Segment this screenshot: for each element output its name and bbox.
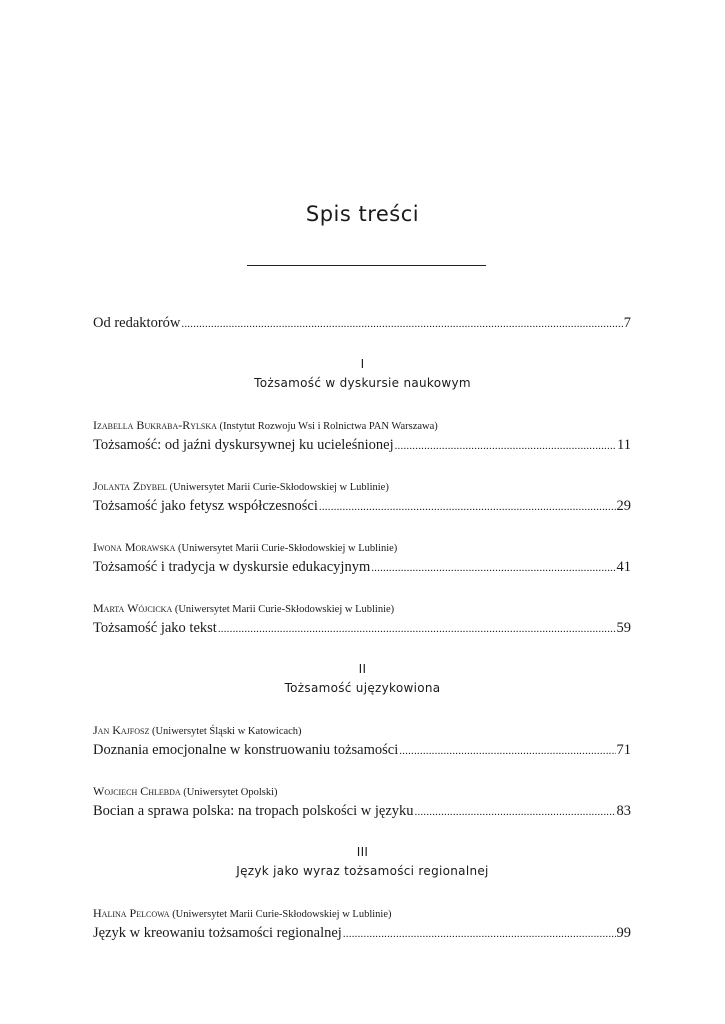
toc-entry-page: 11 [617, 437, 631, 453]
toc-entry[interactable] [93, 558, 631, 577]
toc-entry[interactable] [93, 924, 631, 943]
author-name: Izabella Bukraba-Rylska [93, 418, 217, 432]
section-title: Język jako wyraz tożsamości regionalnej [236, 864, 489, 878]
page-title: Spis treści [305, 202, 420, 226]
title-divider [247, 265, 486, 266]
author-affiliation: (Uniwersytet Marii Curie-Skłodowskiej w Lublinie) [177, 543, 398, 554]
leader-dots [371, 559, 615, 577]
author-name: Iwona Morawska [93, 540, 176, 554]
author-name: Halina Pelcowa [93, 906, 170, 920]
entry-author-line [93, 418, 633, 434]
toc-entry-title: Tożsamość: od jaźni dyskursywnej ku ucieleśnionej [93, 437, 394, 453]
toc-entry-title: Doznania emocjonalne w konstruowaniu tożsamości [93, 742, 399, 758]
entry-author-line [93, 784, 633, 800]
toc-entry[interactable] [93, 619, 631, 638]
author-affiliation: (Uniwersytet Marii Curie-Skłodowskiej w Lublinie) [172, 909, 392, 920]
section-title: Tożsamość ujęzykowiona [284, 681, 441, 695]
entry-author-line [93, 540, 633, 556]
toc-entry-title: Tożsamość jako fetysz współczesności [93, 498, 318, 514]
section-number: II [358, 662, 367, 676]
toc-entry-page: 71 [616, 742, 631, 758]
author-name: Jan Kajfosz [93, 723, 150, 737]
leader-dots [343, 925, 616, 943]
leader-dots [415, 803, 616, 821]
toc-entry-title: Bocian a sprawa polska: na tropach polskości w języku [93, 803, 414, 819]
leader-dots [218, 620, 616, 638]
leader-dots [181, 315, 622, 333]
toc-entry-title: Język w kreowaniu tożsamości regionalnej [93, 925, 342, 941]
leader-dots [395, 437, 616, 455]
toc-entry-page: 29 [616, 498, 631, 514]
toc-entry-page: 83 [616, 803, 631, 819]
author-affiliation: (Uniwersytet Śląski w Katowicach) [151, 726, 302, 737]
author-affiliation: (Uniwersytet Marii Curie-Skłodowskiej w Lublinie) [169, 482, 389, 493]
toc-entry-title: Od redaktorów [93, 315, 181, 331]
section-title: Tożsamość w dyskursie naukowym [254, 376, 471, 390]
author-name: Wojciech Chlebda [93, 784, 181, 798]
toc-entry[interactable] [93, 436, 631, 455]
section-number: III [356, 845, 369, 859]
author-name: Jolanta Zdybel [93, 479, 167, 493]
leader-dots [399, 742, 615, 760]
toc-entry-title: Tożsamość i tradycja w dyskursie edukacyjnym [93, 559, 371, 575]
toc-entry-page: 99 [616, 925, 631, 941]
entry-author-line [93, 479, 633, 495]
toc-entry-page: 7 [623, 315, 631, 331]
toc-entry[interactable] [93, 497, 631, 516]
entry-author-line [93, 723, 633, 739]
leader-dots [319, 498, 616, 516]
toc-entry-intro[interactable] [93, 314, 631, 333]
entry-author-line [93, 601, 633, 617]
entry-author-line [93, 906, 633, 922]
section-number: I [360, 357, 365, 371]
toc-entry[interactable] [93, 741, 631, 760]
toc-entry-page: 59 [616, 620, 631, 636]
author-affiliation: (Instytut Rozwoju Wsi i Rolnictwa PAN Warszawa) [219, 421, 438, 432]
toc-entry-page: 41 [616, 559, 631, 575]
toc-entry[interactable] [93, 802, 631, 821]
author-name: Marta Wójcicka [93, 601, 173, 615]
author-affiliation: (Uniwersytet Opolski) [183, 787, 278, 798]
toc-entry-title: Tożsamość jako tekst [93, 620, 217, 636]
author-affiliation: (Uniwersytet Marii Curie-Skłodowskiej w Lublinie) [174, 604, 395, 615]
